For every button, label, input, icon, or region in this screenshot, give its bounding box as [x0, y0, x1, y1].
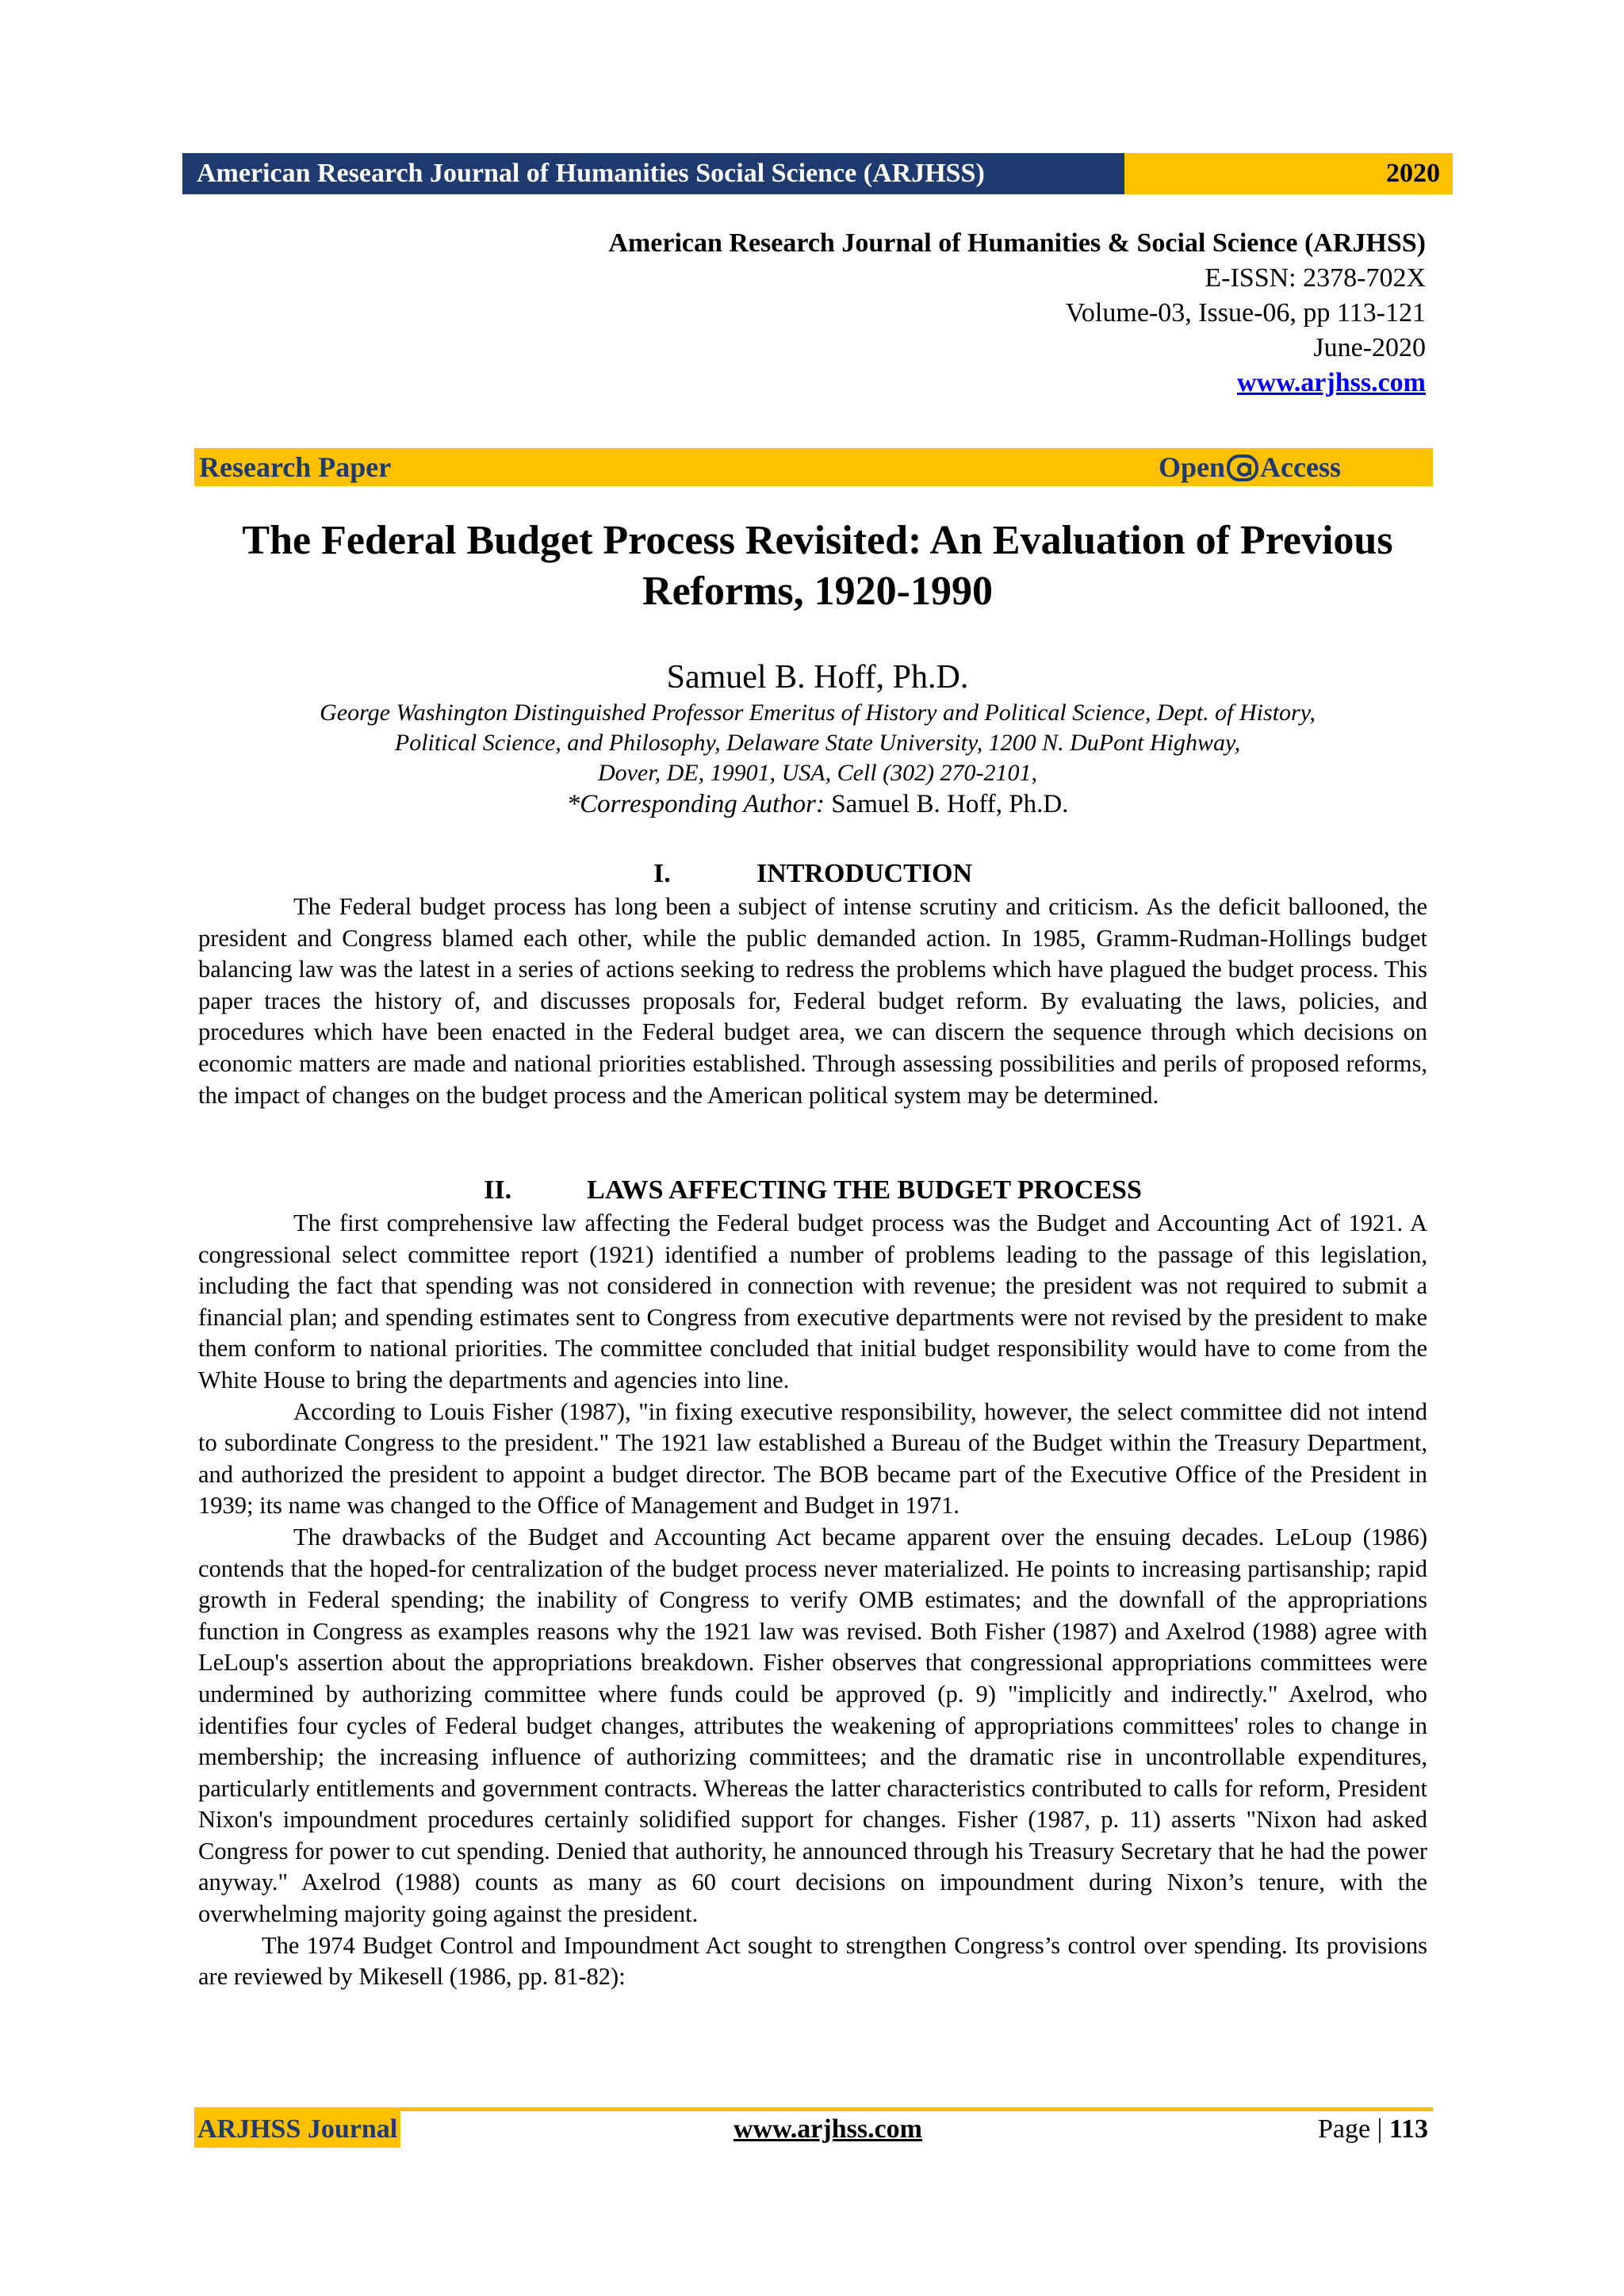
journal-volume: Volume-03, Issue-06, pp 113-121: [1065, 298, 1426, 328]
open-access-icon: [1227, 451, 1258, 483]
open-access-right: Access: [1260, 451, 1341, 483]
section-number: II.: [484, 1175, 512, 1205]
section-body-introduction: [198, 891, 1427, 1111]
section-number: I.: [653, 859, 671, 888]
paragraph: The drawbacks of the Budget and Accounting Act became apparent over the ensuing decades. LeLoup (1986) contends that the hoped-for centralization of the budget process never materialized. He points to increasing partisanship; rapid growth in Federal spending; the inability of Congress to verify OMB estimates; and the downfall of the appropriations function in Congress as examples reasons why the 1921 law was revised. Both Fisher (1987) and Axelrod (1988) agree with LeLoup's assertion about the appropriations breakdown. Fisher observes that congressional appropriations committees were undermined by authorizing committee where funds could be approved (p. 9) "implicitly and indirectly." Axelrod, who identifies four cycles of Federal budget changes, attributes the weakening of appropriations committees' roles to change in membership; the increasing influence of authorizing committees; and the dramatic rise in uncontrollable expenditures, particularly entitlements and government contracts. Whereas the latter characteristics contributed to calls for reform, President Nixon's impoundment procedures certainly solidified support for changes. Fisher (1987, p. 11) asserts "Nixon had asked Congress for power to cut spending. Denied that authority, he announced through his Treasury Secretary that he had the power anyway." Axelrod (1988) counts as many as 60 court decisions on impoundment during Nixon’s tenure, with the overwhelming majority going against the president.: [198, 1523, 1427, 1928]
author-affiliation: [182, 698, 1453, 788]
affiliation-line: George Washington Distinguished Professor Emeritus of History and Political Science, Dept. of History,: [320, 700, 1316, 726]
journal-url-link[interactable]: www.arjhss.com: [1237, 368, 1426, 397]
open-access-left: Open: [1159, 451, 1226, 483]
footer-journal: ARJHSS Journal: [194, 2111, 400, 2148]
section-heading-laws: [198, 1175, 1427, 1206]
section-heading-introduction: [198, 858, 1427, 890]
header-year: 2020: [1124, 153, 1453, 194]
journal-eissn: E-ISSN: 2378-702X: [1205, 263, 1426, 293]
journal-date: June-2020: [1313, 333, 1426, 362]
paper-title: [182, 516, 1453, 617]
footer-url-link[interactable]: www.arjhss.com: [733, 2114, 922, 2144]
author-name: Samuel B. Hoff, Ph.D.: [666, 659, 969, 696]
page-label: Page |: [1317, 2114, 1383, 2144]
paragraph: According to Louis Fisher (1987), "in fixing executive responsibility, however, the select committee did not intend to subordinate Congress to the president." The 1921 law established a Bureau of the Budget within the Treasury Department, and authorized the president to appoint a budget director. The BOB became part of the Executive Office of the President in 1939; its name was changed to the Office of Management and Budget in 1971.: [198, 1397, 1427, 1520]
corresponding-author: [182, 788, 1453, 821]
journal-info: [608, 226, 1426, 401]
section-title: INTRODUCTION: [756, 859, 973, 888]
corresponding-label: *Corresponding Author:: [566, 790, 825, 818]
title-line-2: Reforms, 1920-1990: [642, 569, 993, 614]
affiliation-line: Dover, DE, 19901, USA, Cell (302) 270-2101,: [597, 760, 1038, 786]
running-header: [182, 153, 1453, 194]
page-number: 113: [1388, 2114, 1428, 2144]
page-footer: [194, 2111, 1433, 2148]
article-type-bar: [194, 448, 1433, 486]
paragraph: The 1974 Budget Control and Impoundment Act sought to strengthen Congress’s control over spending. Its provisions are reviewed by Mikesell (1986, pp. 81-82):: [198, 1931, 1427, 1991]
footer-page: [1318, 2111, 1428, 2148]
section-title: LAWS AFFECTING THE BUDGET PROCESS: [587, 1175, 1142, 1205]
affiliation-line: Political Science, and Philosophy, Delaware State University, 1200 N. DuPont Highway,: [394, 730, 1241, 756]
article-type-label: Research Paper: [199, 451, 392, 483]
header-journal-title: American Research Journal of Humanities Social Science (ARJHSS): [182, 153, 1124, 194]
open-access-badge: [1159, 448, 1341, 486]
paragraph: The first comprehensive law affecting the Federal budget process was the Budget and Accounting Act of 1921. A congressional select committee report (1921) identified a number of problems leading to the passage of this legislation, including the fact that spending was not considered in connection with revenue; the president was not required to submit a financial plan; and spending estimates sent to Congress from executive departments were not revised by the president to make them conform to national priorities. The committee concluded that initial budget responsibility would have to come from the White House to bring the departments and agencies into line.: [198, 1209, 1427, 1393]
corresponding-name: Samuel B. Hoff, Ph.D.: [831, 790, 1069, 818]
journal-name: American Research Journal of Humanities & Social Science (ARJHSS): [608, 228, 1426, 258]
title-line-1: The Federal Budget Process Revisited: An Evaluation of Previous: [242, 518, 1393, 563]
section-body-laws: [198, 1208, 1427, 1993]
paragraph: The Federal budget process has long been a subject of intense scrutiny and criticism. As the deficit ballooned, the president and Congress blamed each other, while the public demanded action. In 1985, Gramm-Rudman-Hollings budget balancing law was the latest in a series of actions seeking to redress the problems which have plagued the budget process. This paper traces the history of, and discusses proposals for, Federal budget reform. By evaluating the laws, policies, and procedures which have been enacted in the Federal budget area, we can discern the sequence through which decisions on economic matters are made and national priorities established. Through assessing possibilities and perils of proposed reforms, the impact of changes on the budget process and the American political system may be determined.: [198, 893, 1427, 1109]
